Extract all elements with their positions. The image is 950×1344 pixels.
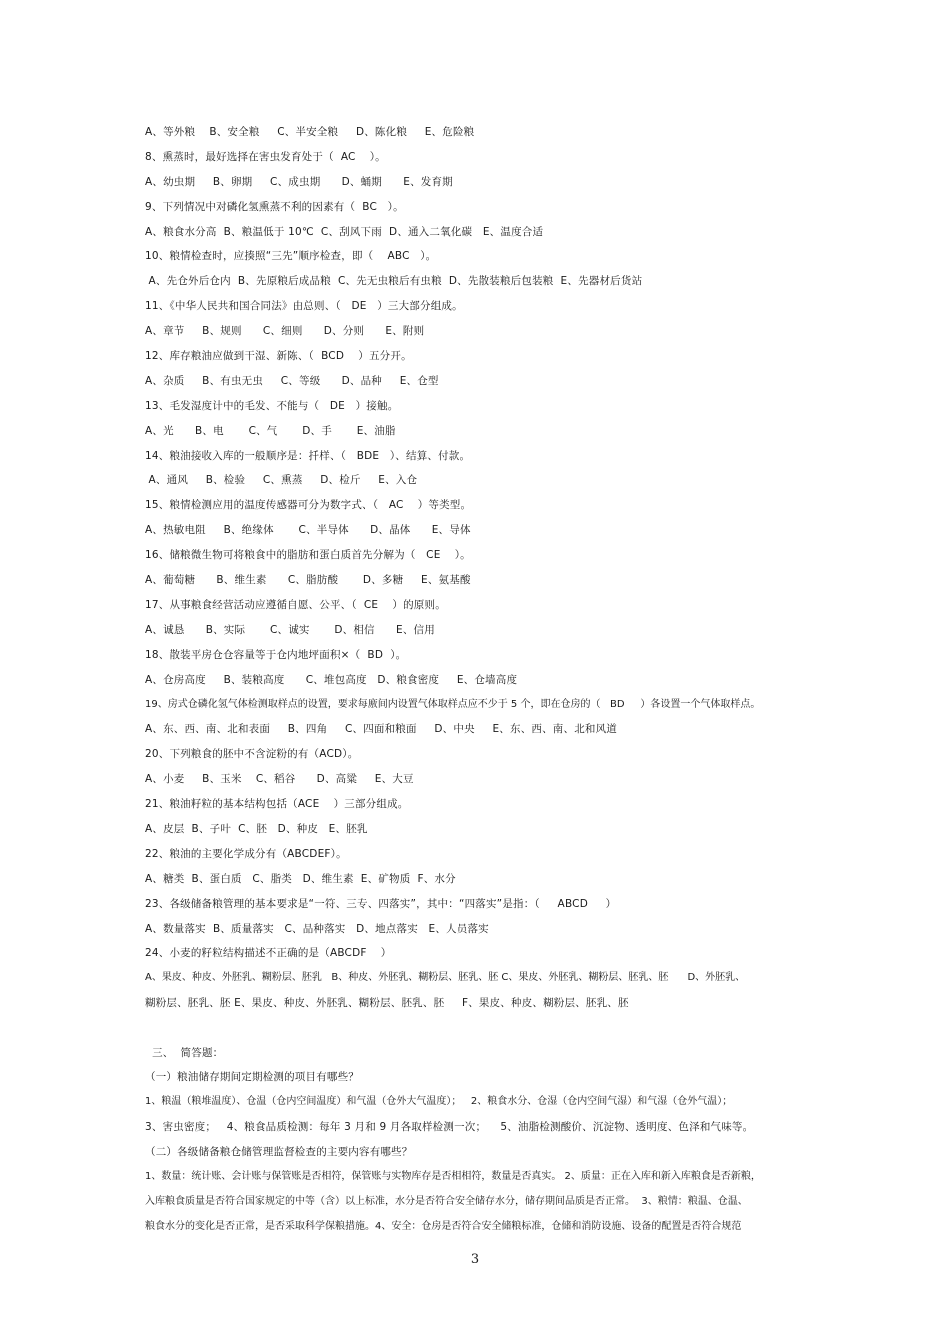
question-line: 15、粮情检测应用的温度传感器可分为数字式、（ AC ）等类型。 — [145, 499, 472, 511]
option-line: 糊粉层、胚乳、胚 E、果皮、种皮、外胚乳、糊粉层、胚乳、胚 F、果皮、种皮、糊粉层、胚乳、胚 — [145, 997, 629, 1009]
question-line: 24、小麦的籽粒结构描述不正确的是（ABCDF ） — [145, 947, 392, 959]
answer-line: 入库粮食质量是否符合国家规定的中等（含）以上标准，水分是否符合安全储存水分，储存期间品质是否正常。 3、粮情：粮温、仓温、 — [145, 1196, 748, 1207]
subsection-heading: （二）各级储备粮仓储管理监督检查的主要内容有哪些？ — [145, 1146, 413, 1158]
page-number: 3 — [470, 1252, 480, 1267]
option-line: A、先仓外后仓内 B、先原粮后成品粮 C、先无虫粮后有虫粮 D、先散装粮后包装粮 E、先器材后货站 — [145, 275, 643, 287]
option-line: A、通风 B、检验 C、熏蒸 D、检斤 E、入仓 — [145, 474, 418, 486]
option-line: A、数量落实 B、质量落实 C、品种落实 D、地点落实 E、人员落实 — [145, 923, 489, 935]
option-line: A、粮食水分高 B、粮温低于 10℃ C、刮风下雨 D、通入二氧化碳 E、温度合适 — [145, 226, 544, 238]
answer-line: 1、数量：统计账、会计账与保管账是否相符，保管账与实物库存是否相相符，数量是否真实。 2、质量：正在入库和新入库粮食是否新粮， — [145, 1171, 761, 1182]
question-line: 10、粮情检查时，应揍照“三先”顺序检查，即（ ABC ）。 — [145, 250, 437, 262]
option-line: A、幼虫期 B、卵期 C、成虫期 D、蛹期 E、发育期 — [145, 176, 453, 188]
question-line: 9、下列情况中对磷化氢熏蒸不利的因素有（ BC ）。 — [145, 201, 404, 213]
question-line: 11、《中华人民共和国合同法》由总则、（ DE ）三大部分组成。 — [145, 300, 463, 312]
option-line: A、杂质 B、有虫无虫 C、等级 D、品种 E、仓型 — [145, 375, 439, 387]
question-line: 8、熏蒸时，最好选择在害虫发育处于（ AC ）。 — [145, 151, 386, 163]
option-line: A、光 B、电 C、气 D、手 E、油脂 — [145, 425, 396, 437]
option-line: A、糖类 B、蛋白质 C、脂类 D、维生素 E、矿物质 F、水分 — [145, 873, 456, 885]
option-line: A、仓房高度 B、装粮高度 C、堆包高度 D、粮食密度 E、仓墙高度 — [145, 674, 518, 686]
option-line: A、等外粮 B、安全粮 C、半安全粮 D、陈化粮 E、危险粮 — [145, 126, 475, 138]
subsection-heading: （一）粮油储存期间定期检测的项目有哪些？ — [145, 1071, 359, 1083]
option-line: A、诚恳 B、实际 C、诚实 D、相信 E、信用 — [145, 624, 435, 636]
question-line: 22、粮油的主要化学成分有（ABCDEF）。 — [145, 848, 347, 860]
question-line: 16、储粮微生物可将粮食中的脂肪和蛋白质首先分解为（ CE ）。 — [145, 549, 471, 561]
answer-line: 3、害虫密度； 4、粮食品质检测：每年 3 月和 9 月各取样检测一次； 5、油脂检测酸价、沉淀物、透明度、色泽和气味等。 — [145, 1121, 754, 1133]
question-line: 23、各级储备粮管理的基本要求是“一符、三专、四落实”，其中：“四落实”是指：（ ABCD ） — [145, 898, 617, 910]
option-line: A、葡萄糖 B、维生素 C、脂肪酸 D、多糖 E、氨基酸 — [145, 574, 471, 586]
question-line: 12、库存粮油应做到干湿、新陈、（ BCD ）五分开。 — [145, 350, 412, 362]
question-line: 18、散装平房仓仓容量等于仓内地坪面积×（ BD ）。 — [145, 649, 407, 661]
question-line: 17、从事粮食经营活动应遵循自愿、公平、（ CE ）的原则。 — [145, 599, 446, 611]
answer-line: 粮食水分的变化是否正常，是否采取科学保粮措施。4、安全：仓房是否符合安全储粮标准，仓储和消防设施、设备的配置是否符合规范 — [145, 1221, 742, 1232]
section-heading: 三、 简答题： — [145, 1047, 224, 1059]
option-line: A、东、西、南、北和表面 B、四角 C、四面和粮面 D、中央 E、东、西、南、北和风道 — [145, 723, 617, 735]
option-line: A、小麦 B、玉米 C、稻谷 D、高粱 E、大豆 — [145, 773, 414, 785]
option-line: A、果皮、种皮、外胚乳、糊粉层、胚乳 B、种皮、外胚乳、糊粉层、胚乳、胚 C、果皮、外胚乳、糊粉层、胚乳、胚 D、外胚乳、 — [145, 972, 746, 983]
option-line: A、热敏电阻 B、绝缘体 C、半导体 D、晶体 E、导体 — [145, 524, 471, 536]
question-line: 13、毛发湿度计中的毛发、不能与（ DE ）接触。 — [145, 400, 399, 412]
option-line: A、皮层 B、子叶 C、胚 D、种皮 E、胚乳 — [145, 823, 368, 835]
question-line: 14、粮油接收入库的一般顺序是：扦样、（ BDE ）、结算、付款。 — [145, 450, 471, 462]
question-line: 20、下列粮食的胚中不含淀粉的有（ACD）。 — [145, 748, 359, 760]
question-line: 19、房式仓磷化氢气体检测取样点的设置，要求每廒间内设置气体取样点应不少于 5 个，即在仓房的（ BD ）各设置一个气体取样点。 — [145, 699, 761, 710]
question-line: 21、粮油籽粒的基本结构包括（ACE ）三部分组成。 — [145, 798, 409, 810]
option-line: A、章节 B、规则 C、细则 D、分则 E、附则 — [145, 325, 425, 337]
answer-line: 1、粮温（粮堆温度）、仓温（仓内空间温度）和气温（仓外大气温度）； 2、粮食水分、仓湿（仓内空间气湿）和气湿（仓外气温）； — [145, 1096, 733, 1107]
